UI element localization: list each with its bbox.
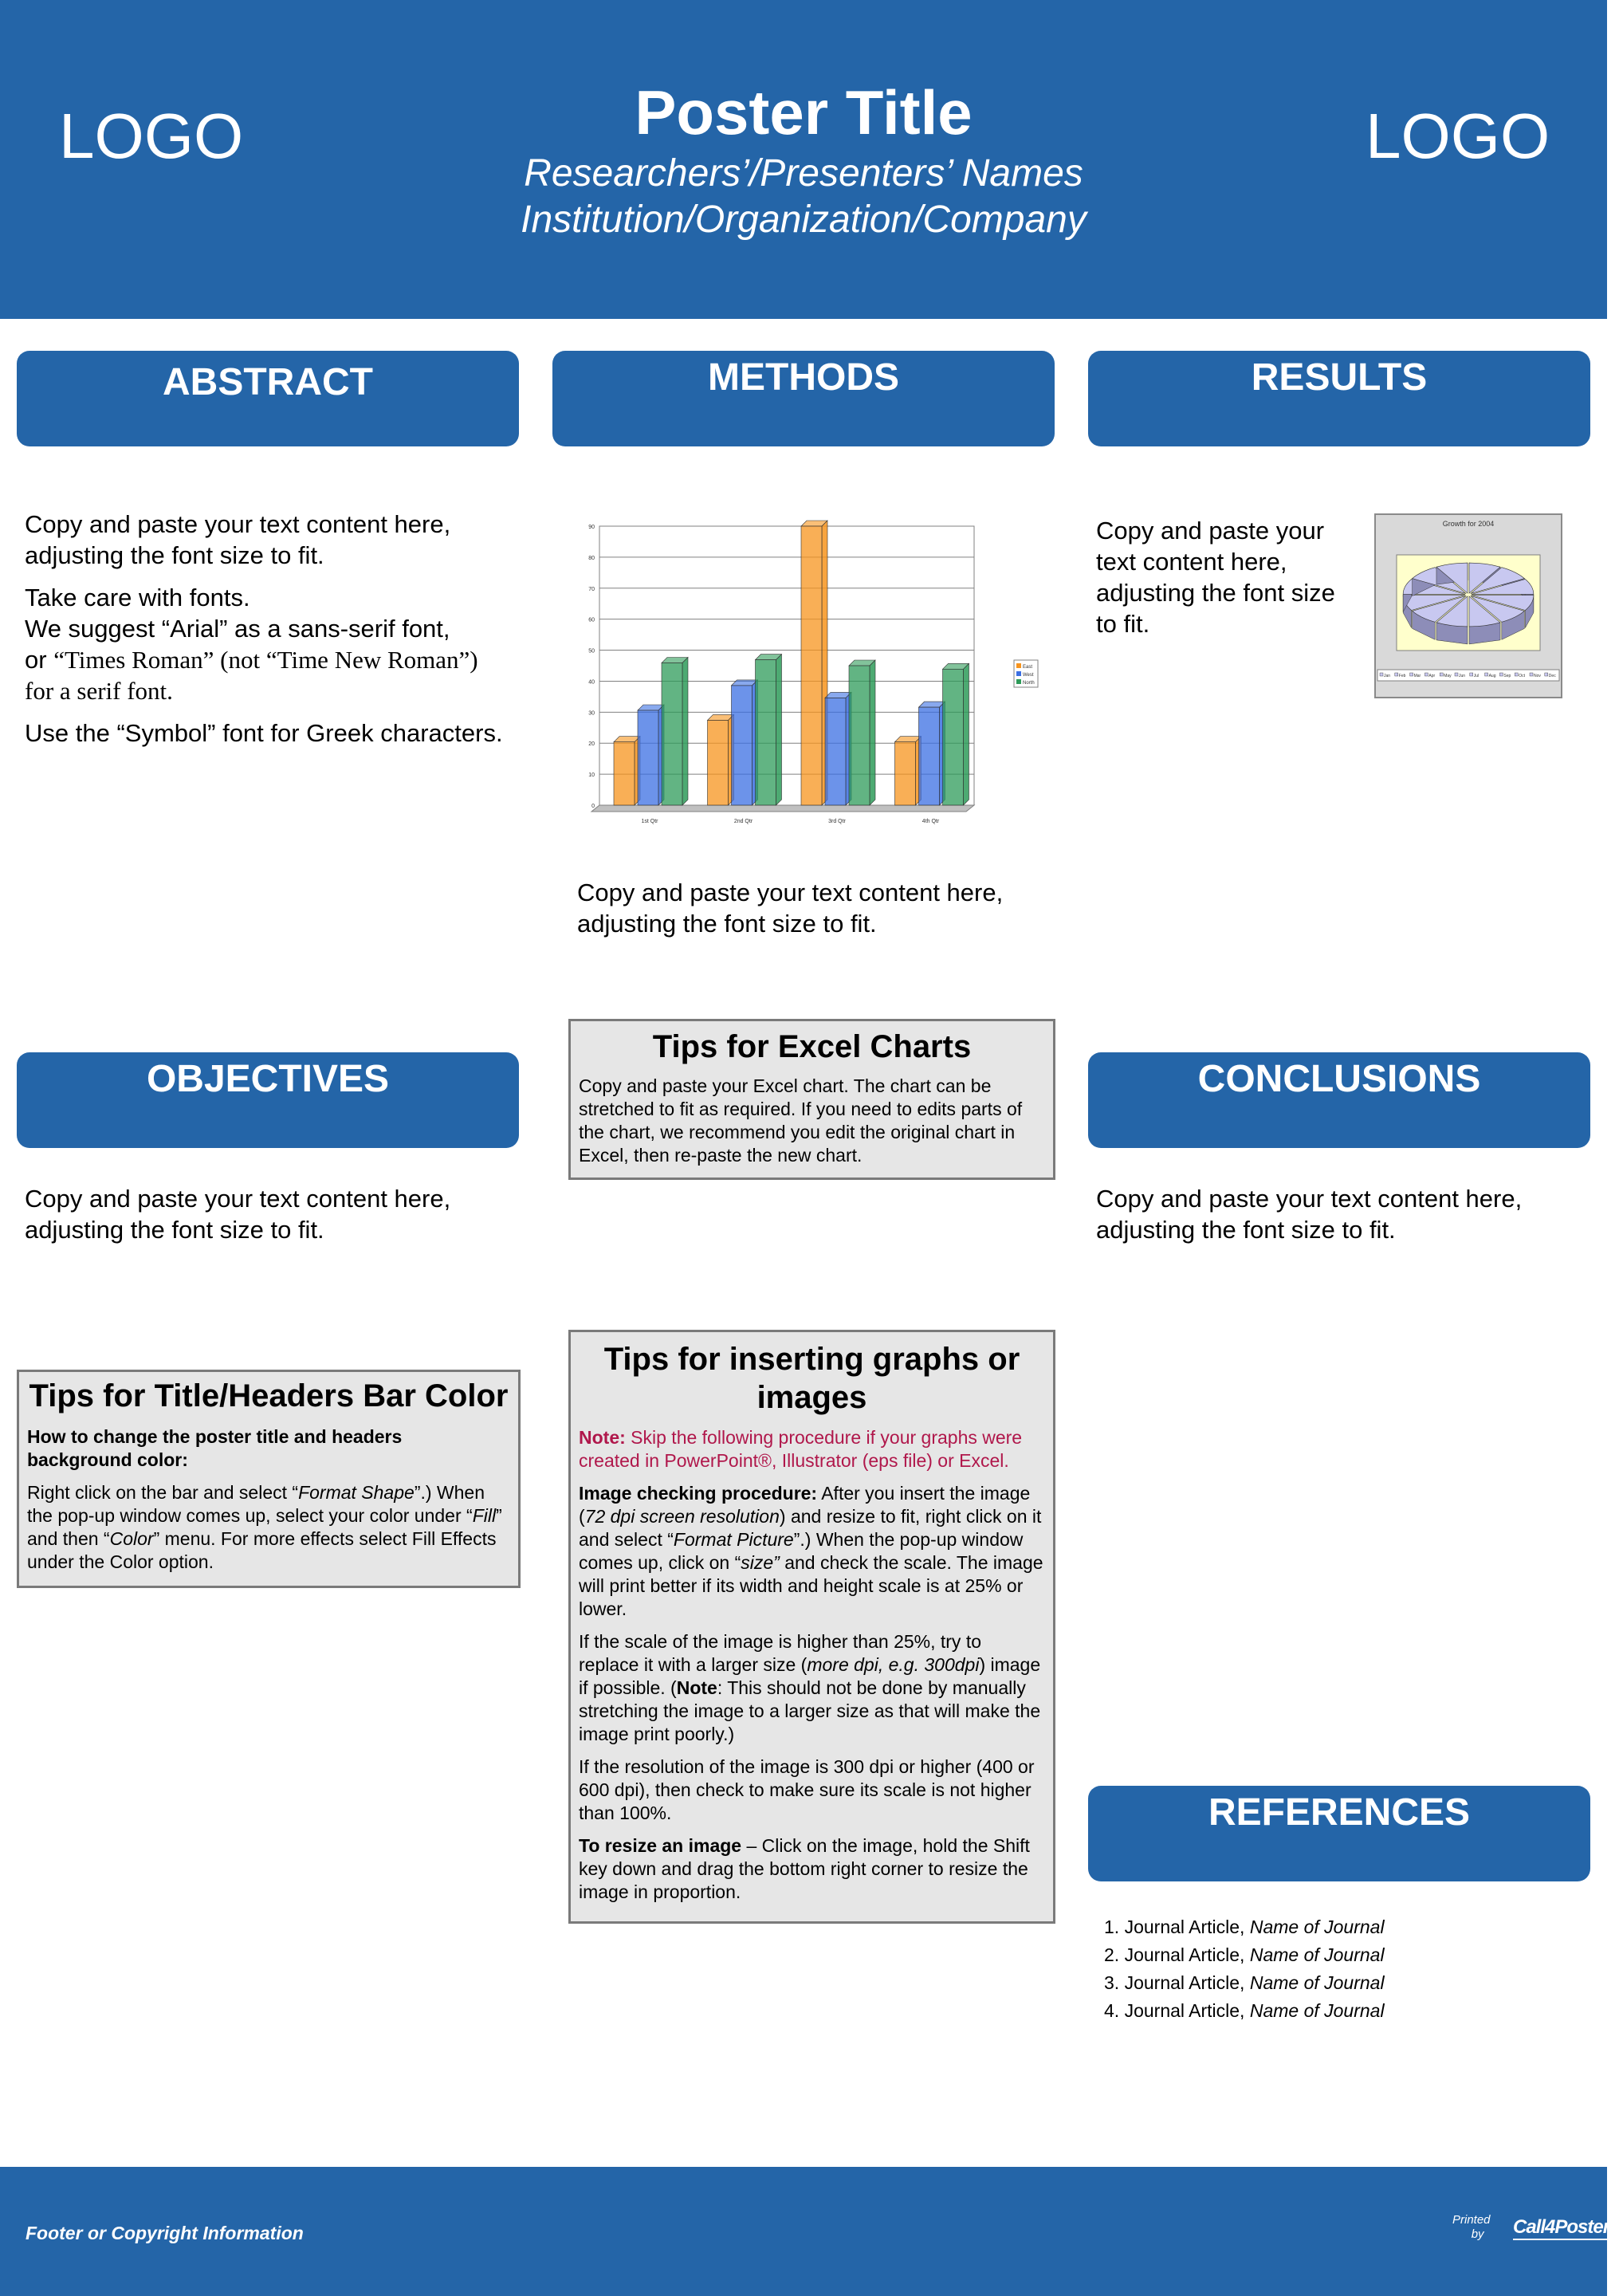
pie-legend-label: Sep — [1503, 674, 1511, 678]
abstract-serif-note: “Times Roman” (not “Time New Roman”) for a serif font. — [25, 646, 478, 705]
pie-legend-label: May — [1444, 674, 1452, 678]
x-tick-label: 4th Qtr — [921, 819, 940, 824]
pie-legend-swatch — [1485, 673, 1488, 676]
tips-title-body: Right click on the bar and select “Format Shape”.) When the pop-up window comes up, select your color under “Fill” and then “Color” menu. For more effects select Fill Effects under the Color option. — [27, 1482, 502, 1572]
y-tick-label: 40 — [588, 679, 595, 686]
y-tick-label: 0 — [591, 804, 595, 809]
y-tick-label: 60 — [588, 617, 595, 623]
tips-graphs-note: Note: Skip the following procedure if your graphs were created in PowerPoint®, Illustrator (eps file) or Excel. — [579, 1427, 1023, 1471]
bar — [708, 714, 734, 805]
y-tick-label: 70 — [588, 586, 595, 592]
footer-text: Footer or Copyright Information — [26, 2223, 304, 2243]
bar — [614, 737, 640, 805]
presenter-names: Researchers’/Presenters’ Names — [524, 152, 1083, 195]
conclusions-text: Copy and paste your text content here, adjusting the font size to fit. — [1096, 1185, 1523, 1244]
pie-legend-swatch — [1455, 673, 1458, 676]
pie-legend-label: Mar — [1413, 674, 1421, 678]
abstract-text — [25, 509, 503, 760]
pie-legend-label: Jul — [1473, 674, 1479, 678]
bar — [943, 663, 969, 805]
legend-label: East — [1023, 665, 1033, 670]
tips-excel-title: Tips for Excel Charts — [652, 1029, 972, 1064]
tips-graphs-resolution: If the resolution of the image is 300 dpi or higher (400 or 600 dpi), then check to make sure its scale is not higher than 100%. — [579, 1756, 1035, 1823]
tips-graphs-resize: To resize an image – Click on the image, hold the Shift key down and drag the bottom right corner to resize the image in proportion. — [579, 1835, 1030, 1902]
logo-left: LOGO — [59, 100, 244, 171]
conclusions-header: CONCLUSIONS — [1088, 1052, 1590, 1148]
pie-legend-swatch — [1530, 673, 1533, 676]
tips-excel-box — [568, 1019, 1055, 1180]
results-text: Copy and paste your text content here, adjusting the font size to fit. — [1096, 517, 1335, 638]
references-header: REFERENCES — [1088, 1786, 1590, 1881]
institution: Institution/Organization/Company — [521, 199, 1087, 241]
pie-chart-title: Growth for 2004 — [1442, 520, 1495, 528]
methods-text: Copy and paste your text content here, adjusting the font size to fit. — [577, 879, 1004, 938]
abstract-paragraph: Take care with fonts. — [25, 584, 250, 611]
pie-legend-swatch — [1380, 673, 1383, 676]
pie-legend-swatch — [1410, 673, 1413, 676]
pie-legend-swatch — [1424, 673, 1428, 676]
legend-label: West — [1023, 673, 1034, 678]
tips-title-box — [17, 1370, 521, 1588]
abstract-paragraph: Copy and paste your text content here, adjusting the font size to fit. — [25, 510, 451, 569]
bar — [732, 680, 758, 805]
pie-legend-label: Feb — [1398, 674, 1406, 678]
results-header: RESULTS — [1088, 351, 1590, 446]
pie-legend-label: Jun — [1459, 674, 1466, 678]
y-tick-label: 30 — [588, 710, 595, 717]
pie-legend-label: Aug — [1488, 674, 1496, 678]
reference-item: 1. Journal Article, Name of Journal — [1104, 1917, 1385, 1937]
pie-chart — [1376, 531, 1561, 682]
abstract-paragraph: Use the “Symbol” font for Greek characters. — [25, 719, 503, 747]
x-tick-label: 3rd Qtr — [828, 819, 846, 824]
logo-right: LOGO — [1366, 100, 1550, 171]
tips-title-subheading: How to change the poster title and headers background color: — [27, 1426, 403, 1470]
poster-title: Poster Title — [635, 77, 973, 147]
objectives-text: Copy and paste your text content here, adjusting the font size to fit. — [25, 1185, 451, 1244]
x-tick-label: 2nd Qtr — [733, 819, 753, 824]
pie-legend-label: Nov — [1534, 674, 1541, 678]
pie-legend-swatch — [1499, 673, 1503, 676]
pie-chart-frame — [1374, 513, 1562, 698]
bar — [756, 655, 782, 805]
pie-legend-swatch — [1440, 673, 1443, 676]
brand-logo: Call4Posters — [1513, 2216, 1619, 2240]
abstract-header: ABSTRACT — [17, 351, 519, 446]
pie-legend-label: Oct — [1519, 674, 1525, 678]
pie-legend-label: Dec — [1548, 674, 1556, 678]
bar — [801, 521, 827, 805]
legend-swatch — [1016, 679, 1021, 684]
pie-legend-swatch — [1545, 673, 1548, 676]
printed-by: Printed by — [1452, 2213, 1491, 2241]
bar — [825, 692, 851, 805]
legend-swatch — [1016, 663, 1021, 668]
tips-graphs-procedure: Image checking procedure: After you insert the image (72 dpi screen resolution) and resize to fit, right click on it and select “Format Picture”.) When the pop-up window comes up, click on “size” and check the scale. The image will print better if its width and height scale is at 25% or lower. — [579, 1483, 1043, 1619]
tips-title-heading: Tips for Title/Headers Bar Color — [29, 1378, 509, 1413]
tips-graphs-scale: If the scale of the image is higher than 25%, try to replace it with a larger size (more dpi, e.g. 300dpi) image if possible. (Note: This should not be done by manually stretching the image to a larger size as that will make the image print poorly.) — [579, 1631, 1041, 1744]
pie-legend-swatch — [1470, 673, 1473, 676]
bar — [919, 702, 945, 805]
bar — [849, 660, 875, 805]
abstract-or: or — [25, 646, 47, 674]
tips-graphs-title: Tips for inserting graphs or images — [603, 1342, 1020, 1415]
bar — [895, 737, 921, 805]
y-tick-label: 20 — [588, 741, 595, 748]
bar — [662, 658, 688, 806]
x-tick-label: 1st Qtr — [641, 819, 658, 824]
y-tick-label: 90 — [588, 525, 595, 530]
legend-label: North — [1023, 681, 1035, 686]
tips-graphs-box — [568, 1330, 1055, 1924]
bar — [638, 705, 664, 805]
y-tick-label: 80 — [588, 555, 595, 561]
bar-floor — [591, 805, 974, 812]
y-tick-label: 10 — [588, 773, 595, 779]
pie-legend-label: Apr — [1428, 674, 1436, 678]
reference-item: 2. Journal Article, Name of Journal — [1104, 1944, 1385, 1965]
bar-chart — [577, 520, 1039, 831]
abstract-paragraph: We suggest “Arial” as a sans-serif font, — [25, 615, 450, 643]
objectives-header: OBJECTIVES — [17, 1052, 519, 1148]
references-list — [1104, 1913, 1550, 2025]
legend-swatch — [1016, 671, 1021, 676]
tips-excel-body: Copy and paste your Excel chart. The chart can be stretched to fit as required. If you need to edits parts of the chart, we recommend you edit the original chart in Excel, then re-paste the new chart. — [579, 1075, 1023, 1166]
reference-item: 3. Journal Article, Name of Journal — [1104, 1972, 1385, 1993]
pie-legend-label: Jan — [1384, 674, 1391, 678]
pie-legend-swatch — [1515, 673, 1518, 676]
y-tick-label: 50 — [588, 648, 595, 655]
pie-legend-swatch — [1395, 673, 1398, 676]
methods-header: METHODS — [552, 351, 1055, 446]
reference-item: 4. Journal Article, Name of Journal — [1104, 2000, 1385, 2021]
